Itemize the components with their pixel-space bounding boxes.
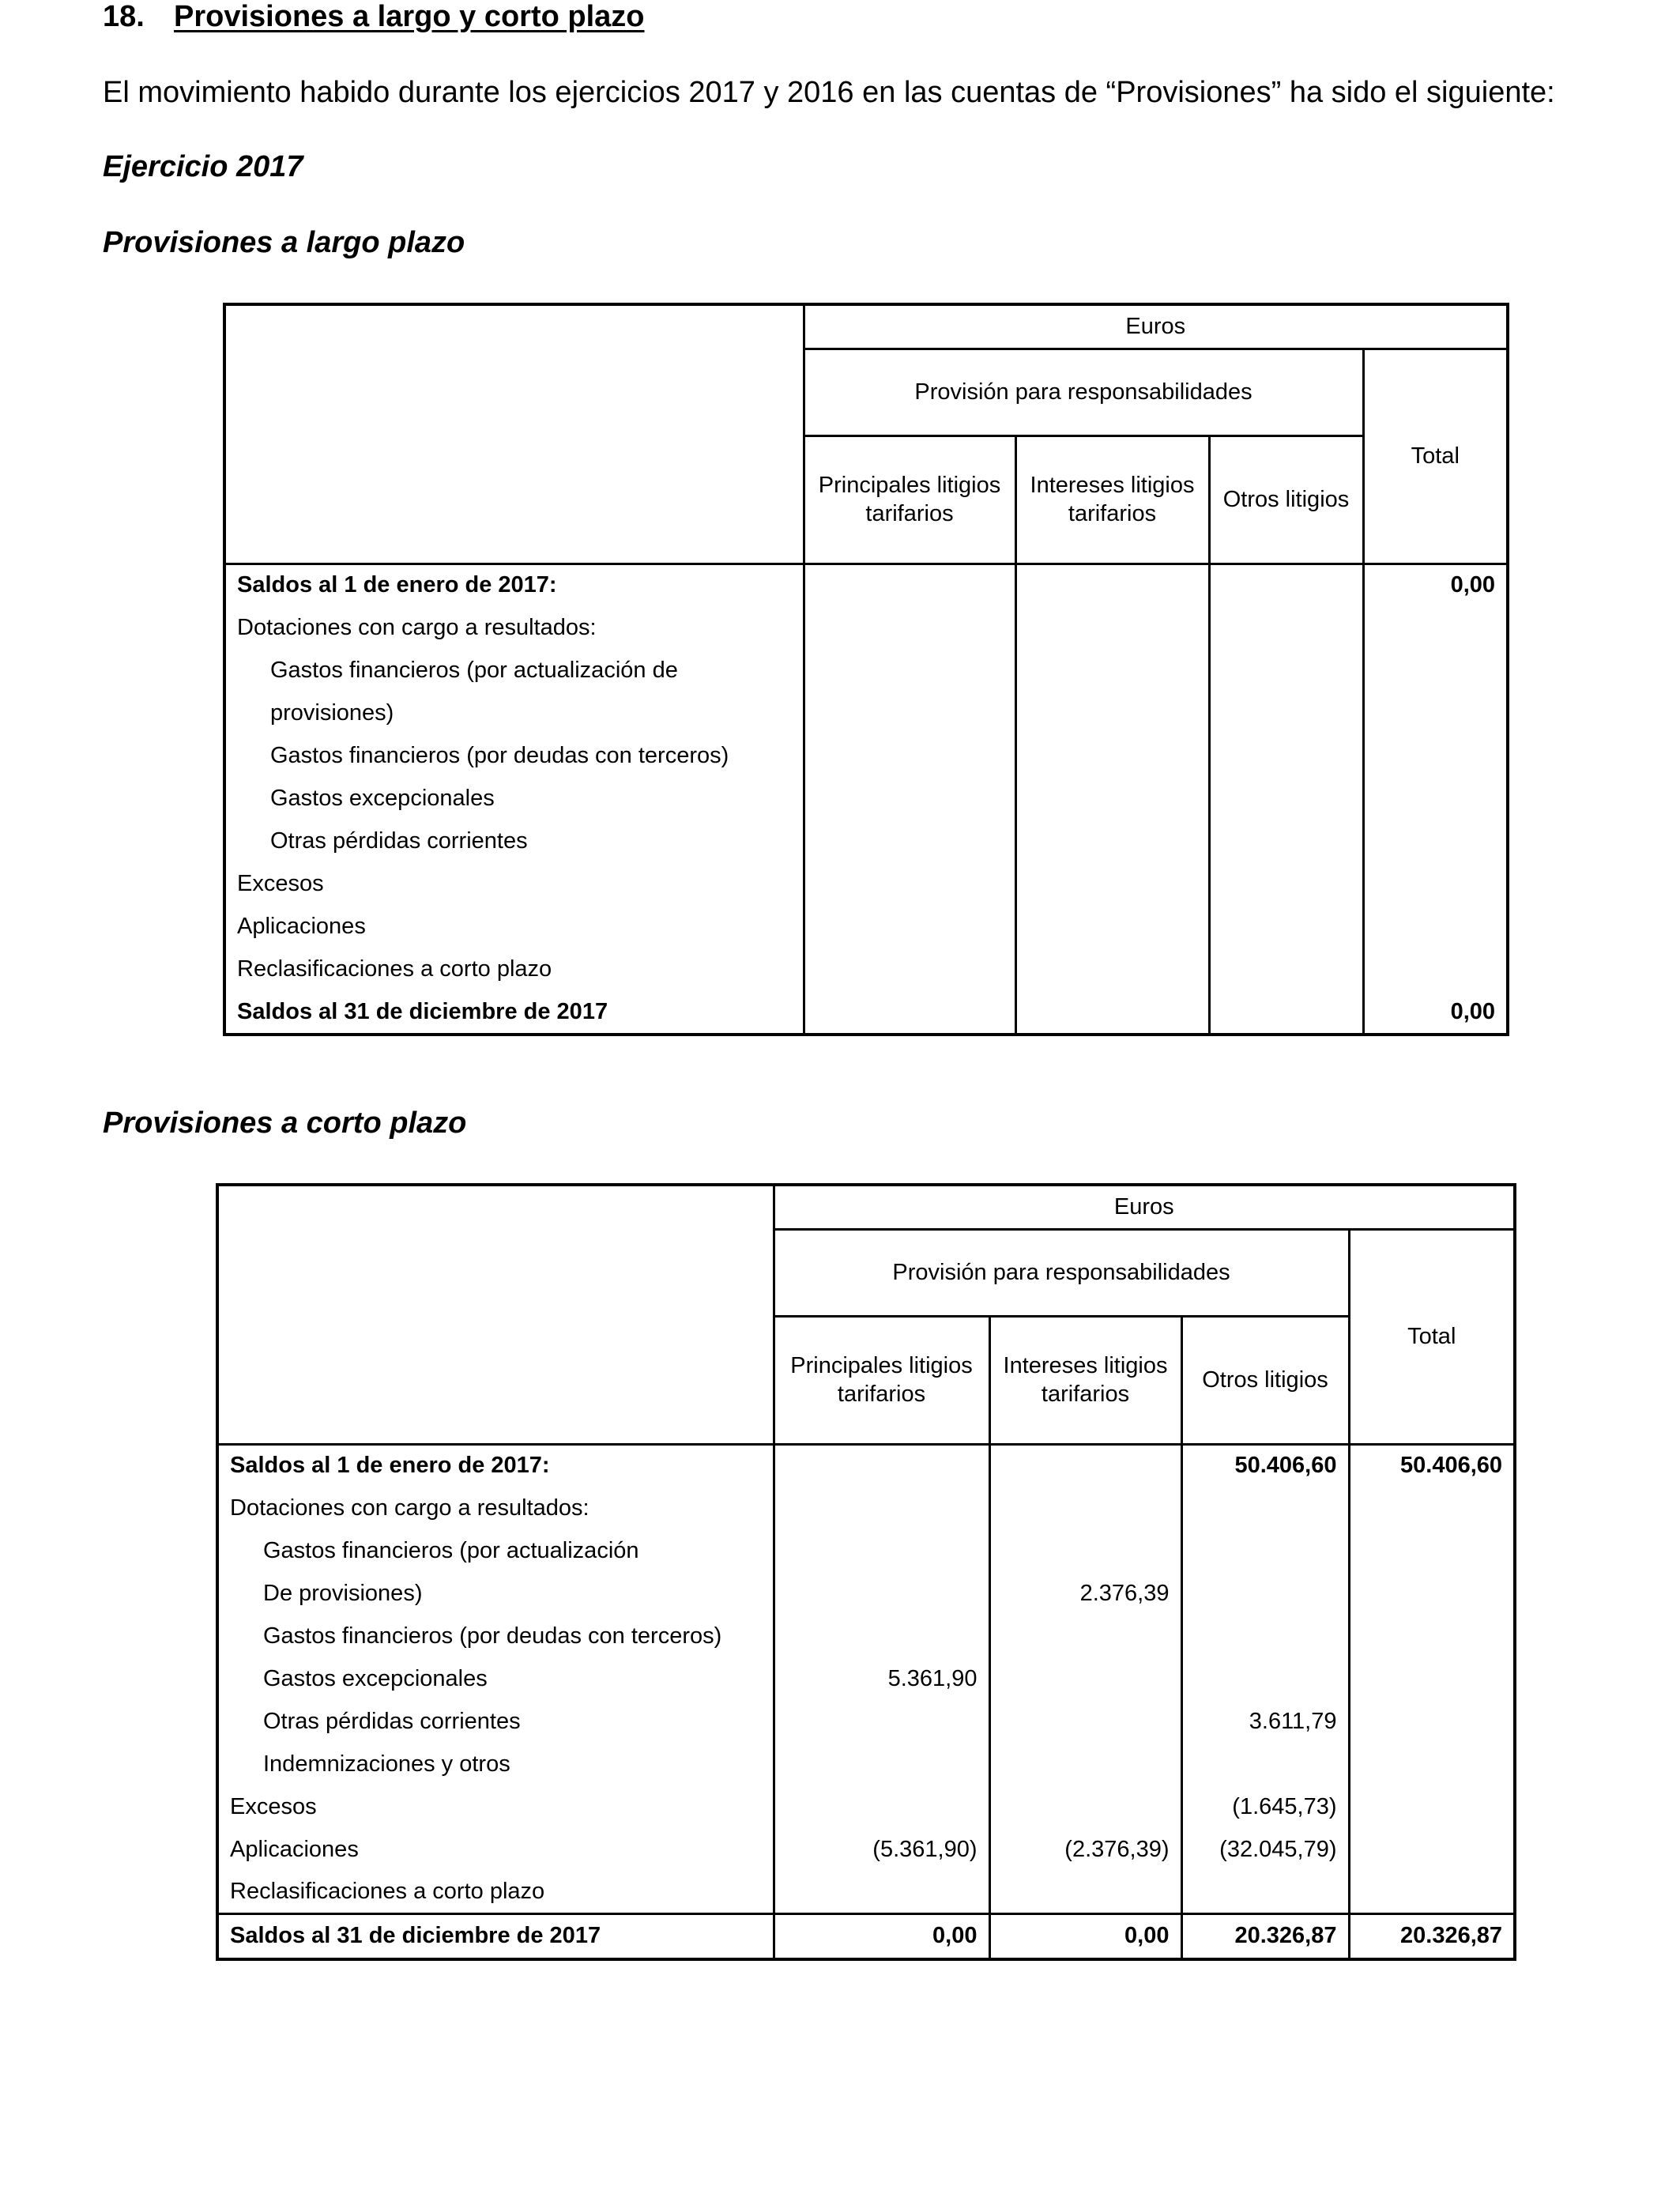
principales-value — [804, 948, 1015, 990]
principales-value — [774, 1700, 989, 1743]
principales-value — [804, 564, 1015, 606]
principales-value — [774, 1743, 989, 1785]
corto-plazo-table — [216, 1183, 1516, 1961]
principales-value — [804, 862, 1015, 905]
principales-value: 0,00 — [774, 1913, 989, 1959]
header-total: Total — [1363, 349, 1508, 564]
principales-value — [774, 1615, 989, 1657]
header-otros: Otros litigios — [1181, 1316, 1349, 1444]
total-value — [1363, 777, 1508, 820]
intereses-value — [989, 1487, 1181, 1529]
intereses-value — [1015, 820, 1209, 862]
header-blank-cell — [217, 1185, 774, 1444]
otros-value — [1209, 564, 1363, 606]
row-label: Gastos financieros (por actualización — [217, 1529, 774, 1572]
total-value — [1363, 649, 1508, 692]
principales-value — [804, 905, 1015, 948]
total-value — [1349, 1487, 1515, 1529]
total-value: 20.326,87 — [1349, 1913, 1515, 1959]
principales-value — [774, 1785, 989, 1828]
header-blank-cell — [224, 304, 804, 564]
total-value — [1363, 905, 1508, 948]
total-value: 50.406,60 — [1349, 1444, 1515, 1487]
largo-plazo-table — [223, 303, 1509, 1036]
otros-value — [1209, 777, 1363, 820]
table-row — [224, 862, 1508, 905]
principales-value — [774, 1444, 989, 1487]
intereses-value: 2.376,39 — [989, 1572, 1181, 1615]
section-title: Provisiones a largo y corto plazo — [174, 0, 645, 33]
principales-value — [804, 777, 1015, 820]
intereses-value: 0,00 — [989, 1913, 1181, 1959]
row-label: Excesos — [217, 1785, 774, 1828]
row-label: Aplicaciones — [217, 1828, 774, 1871]
table-row — [224, 692, 1508, 734]
otros-value — [1209, 820, 1363, 862]
table-row — [217, 1572, 1515, 1615]
intereses-value — [1015, 564, 1209, 606]
ejercicio-heading: Ejercicio 2017 — [103, 150, 303, 183]
otros-value — [1181, 1615, 1349, 1657]
row-label: Gastos excepcionales — [217, 1657, 774, 1700]
largo-plazo-heading: Provisiones a largo plazo — [103, 226, 465, 259]
intereses-value — [1015, 948, 1209, 990]
principales-value: 5.361,90 — [774, 1657, 989, 1700]
row-label: Dotaciones con cargo a resultados: — [224, 606, 804, 649]
otros-value — [1181, 1657, 1349, 1700]
intereses-value — [1015, 862, 1209, 905]
header-euros: Euros — [774, 1185, 1515, 1229]
principales-value — [804, 734, 1015, 777]
row-label: Excesos — [224, 862, 804, 905]
intereses-value — [989, 1700, 1181, 1743]
table-row — [217, 1828, 1515, 1871]
row-label: Otras pérdidas corrientes — [217, 1700, 774, 1743]
table-row — [224, 820, 1508, 862]
intro-paragraph: El movimiento habido durante los ejercicios 2017 y 2016 en las cuentas de “Provisiones” ha sido el siguiente: — [103, 76, 1555, 109]
header-principales: Principales litigios tarifarios — [804, 435, 1015, 564]
otros-value — [1181, 1487, 1349, 1529]
header-otros: Otros litigios — [1209, 435, 1363, 564]
header-intereses: Intereses litigios tarifarios — [989, 1316, 1181, 1444]
row-label: Gastos excepcionales — [224, 777, 804, 820]
principales-value — [804, 820, 1015, 862]
total-value — [1363, 692, 1508, 734]
row-label: Reclasificaciones a corto plazo — [224, 948, 804, 990]
corto-plazo-rows — [217, 1444, 1515, 1959]
table-row — [224, 564, 1508, 606]
intereses-value — [1015, 734, 1209, 777]
intereses-value — [989, 1743, 1181, 1785]
row-label: Dotaciones con cargo a resultados: — [217, 1487, 774, 1529]
otros-value: (1.645,73) — [1181, 1785, 1349, 1828]
row-label: Reclasificaciones a corto plazo — [217, 1871, 774, 1913]
section-number: 18. — [103, 0, 145, 33]
intereses-value: (2.376,39) — [989, 1828, 1181, 1871]
row-label: Saldos al 1 de enero de 2017: — [217, 1444, 774, 1487]
total-value — [1349, 1657, 1515, 1700]
row-label: Otras pérdidas corrientes — [224, 820, 804, 862]
intereses-value — [989, 1657, 1181, 1700]
table-row — [217, 1615, 1515, 1657]
total-value — [1363, 606, 1508, 649]
principales-value — [774, 1529, 989, 1572]
total-value — [1349, 1743, 1515, 1785]
table-row — [224, 649, 1508, 692]
otros-value: 3.611,79 — [1181, 1700, 1349, 1743]
total-value — [1349, 1572, 1515, 1615]
intereses-value — [1015, 692, 1209, 734]
intereses-value — [989, 1615, 1181, 1657]
row-label: Saldos al 31 de diciembre de 2017 — [217, 1913, 774, 1959]
table-row — [217, 1743, 1515, 1785]
table-row — [217, 1785, 1515, 1828]
row-label: De provisiones) — [217, 1572, 774, 1615]
otros-value — [1209, 990, 1363, 1035]
intereses-value — [1015, 649, 1209, 692]
total-value — [1349, 1785, 1515, 1828]
otros-value — [1209, 649, 1363, 692]
principales-value — [774, 1871, 989, 1913]
intereses-value — [1015, 990, 1209, 1035]
otros-value — [1181, 1871, 1349, 1913]
intereses-value — [989, 1871, 1181, 1913]
principales-value — [804, 606, 1015, 649]
total-value — [1349, 1529, 1515, 1572]
otros-value — [1209, 862, 1363, 905]
total-value — [1349, 1871, 1515, 1913]
table-row — [217, 1444, 1515, 1487]
total-value — [1363, 948, 1508, 990]
intereses-value — [1015, 905, 1209, 948]
row-label: Gastos financieros (por deudas con terceros) — [224, 734, 804, 777]
corto-plazo-heading: Provisiones a corto plazo — [103, 1106, 467, 1140]
otros-value — [1209, 948, 1363, 990]
table-row — [224, 948, 1508, 990]
table-row — [224, 734, 1508, 777]
row-label: Saldos al 1 de enero de 2017: — [224, 564, 804, 606]
principales-value — [774, 1487, 989, 1529]
total-value: 0,00 — [1363, 990, 1508, 1035]
principales-value — [804, 990, 1015, 1035]
section-heading — [103, 0, 645, 34]
row-label: Gastos financieros (por deudas con terceros) — [217, 1615, 774, 1657]
otros-value: (32.045,79) — [1181, 1828, 1349, 1871]
table-row — [217, 1913, 1515, 1959]
table-row — [217, 1529, 1515, 1572]
header-principales: Principales litigios tarifarios — [774, 1316, 989, 1444]
intereses-value — [989, 1444, 1181, 1487]
table-row — [217, 1487, 1515, 1529]
intereses-value — [989, 1785, 1181, 1828]
header-euros: Euros — [804, 304, 1508, 349]
table-row — [224, 606, 1508, 649]
principales-value — [804, 649, 1015, 692]
intereses-value — [1015, 606, 1209, 649]
row-label: provisiones) — [224, 692, 804, 734]
header-intereses: Intereses litigios tarifarios — [1015, 435, 1209, 564]
table-row — [224, 905, 1508, 948]
row-label: Saldos al 31 de diciembre de 2017 — [224, 990, 804, 1035]
row-label: Gastos financieros (por actualización de — [224, 649, 804, 692]
table-row — [224, 777, 1508, 820]
largo-plazo-rows — [224, 564, 1508, 1035]
header-total: Total — [1349, 1229, 1515, 1444]
otros-value: 50.406,60 — [1181, 1444, 1349, 1487]
row-label: Indemnizaciones y otros — [217, 1743, 774, 1785]
otros-value — [1209, 734, 1363, 777]
otros-value — [1181, 1529, 1349, 1572]
total-value — [1363, 820, 1508, 862]
principales-value: (5.361,90) — [774, 1828, 989, 1871]
table-row — [224, 990, 1508, 1035]
table-row — [217, 1700, 1515, 1743]
otros-value: 20.326,87 — [1181, 1913, 1349, 1959]
table-row — [217, 1657, 1515, 1700]
intereses-value — [989, 1529, 1181, 1572]
total-value — [1349, 1700, 1515, 1743]
otros-value — [1209, 606, 1363, 649]
total-value — [1349, 1615, 1515, 1657]
header-provision: Provisión para responsabilidades — [804, 349, 1363, 435]
intereses-value — [1015, 777, 1209, 820]
otros-value — [1181, 1572, 1349, 1615]
otros-value — [1209, 905, 1363, 948]
header-provision: Provisión para responsabilidades — [774, 1229, 1349, 1316]
table-row — [217, 1871, 1515, 1913]
total-value — [1349, 1828, 1515, 1871]
total-value — [1363, 734, 1508, 777]
principales-value — [774, 1572, 989, 1615]
row-label: Aplicaciones — [224, 905, 804, 948]
principales-value — [804, 692, 1015, 734]
total-value: 0,00 — [1363, 564, 1508, 606]
otros-value — [1181, 1743, 1349, 1785]
total-value — [1363, 862, 1508, 905]
otros-value — [1209, 692, 1363, 734]
